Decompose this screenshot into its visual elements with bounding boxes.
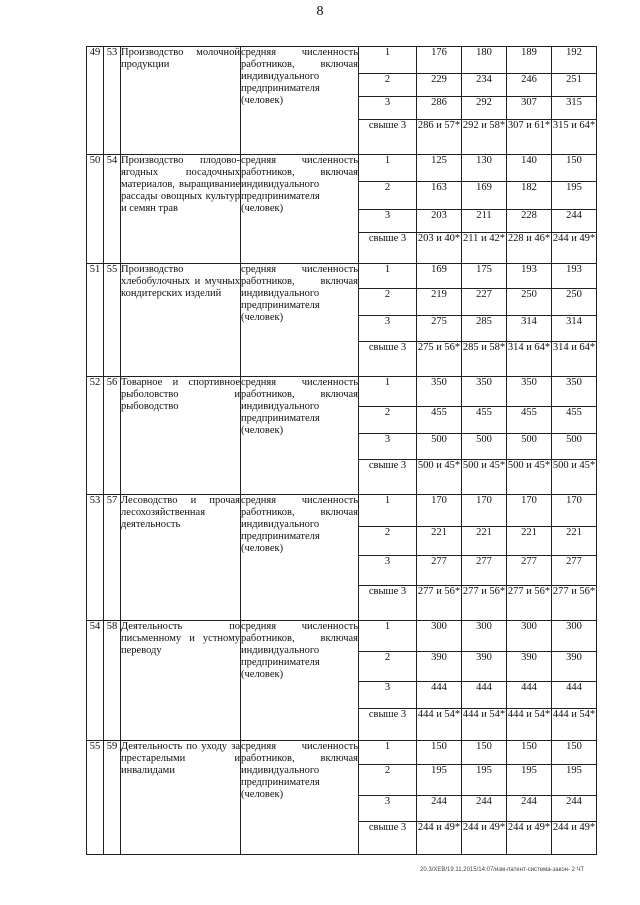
activity-code: 56	[104, 377, 121, 495]
value-cell: 300	[462, 621, 507, 652]
value-cell: 314	[507, 316, 552, 342]
indicator-name: средняя численность работников, включая индивидуального предпринимателя (человек)	[241, 264, 359, 377]
indicator-name: средняя численность работников, включая индивидуального предпринимателя (человек)	[241, 495, 359, 621]
value-cell: 195	[417, 765, 462, 796]
value-cell: 150	[507, 741, 552, 765]
value-cell: 314	[552, 316, 597, 342]
employee-count-cell: 1	[359, 155, 417, 182]
value-cell: 234	[462, 74, 507, 97]
value-cell: 211 и 42*	[462, 233, 507, 264]
value-cell: 244 и 49*	[552, 233, 597, 264]
employee-count-cell: 2	[359, 289, 417, 316]
value-cell: 500	[417, 434, 462, 460]
employee-count-cell: 2	[359, 182, 417, 210]
value-cell: 315	[552, 97, 597, 120]
value-cell: 307 и 61*	[507, 120, 552, 155]
value-cell: 221	[507, 527, 552, 556]
value-cell: 455	[462, 407, 507, 434]
employee-count-cell: 1	[359, 47, 417, 74]
value-cell: 277	[552, 556, 597, 586]
value-cell: 315 и 64*	[552, 120, 597, 155]
activity-name: Деятельность по письменному и устному переводу	[121, 621, 241, 741]
value-cell: 500 и 45*	[462, 460, 507, 495]
value-cell: 250	[507, 289, 552, 316]
value-cell: 195	[507, 765, 552, 796]
value-cell: 227	[462, 289, 507, 316]
value-cell: 150	[417, 741, 462, 765]
value-cell: 455	[417, 407, 462, 434]
employee-count-cell: свыше 3	[359, 709, 417, 741]
activity-code: 58	[104, 621, 121, 741]
activity-name: Производство плодово-ягодных посадочных материалов, выращивание рассады овощных культур и семян трав	[121, 155, 241, 264]
value-cell: 277 и 56*	[552, 586, 597, 621]
value-cell: 300	[507, 621, 552, 652]
value-cell: 130	[462, 155, 507, 182]
value-cell: 277 и 56*	[417, 586, 462, 621]
value-cell: 170	[462, 495, 507, 527]
employee-count-cell: 3	[359, 682, 417, 709]
value-cell: 300	[552, 621, 597, 652]
value-cell: 221	[417, 527, 462, 556]
table-row	[87, 741, 597, 765]
employee-count-cell: 2	[359, 74, 417, 97]
employee-count-cell: свыше 3	[359, 233, 417, 264]
value-cell: 444	[462, 682, 507, 709]
employee-count-cell: свыше 3	[359, 586, 417, 621]
employee-count-cell: 3	[359, 210, 417, 233]
activity-name: Производство молочной продукции	[121, 47, 241, 155]
activity-code: 59	[104, 741, 121, 855]
employee-count-cell: 1	[359, 264, 417, 289]
value-cell: 292 и 58*	[462, 120, 507, 155]
value-cell: 390	[462, 652, 507, 682]
row-number: 52	[87, 377, 104, 495]
value-cell: 195	[552, 765, 597, 796]
value-cell: 444 и 54*	[462, 709, 507, 741]
value-cell: 500 и 45*	[417, 460, 462, 495]
employee-count-cell: 3	[359, 434, 417, 460]
value-cell: 307	[507, 97, 552, 120]
value-cell: 277	[507, 556, 552, 586]
employee-count-cell: 1	[359, 621, 417, 652]
value-cell: 500 и 45*	[507, 460, 552, 495]
value-cell: 350	[507, 377, 552, 407]
value-cell: 390	[552, 652, 597, 682]
value-cell: 277	[417, 556, 462, 586]
value-cell: 277 и 56*	[462, 586, 507, 621]
value-cell: 219	[417, 289, 462, 316]
value-cell: 221	[552, 527, 597, 556]
value-cell: 444 и 54*	[507, 709, 552, 741]
value-cell: 500	[507, 434, 552, 460]
employee-count-cell: свыше 3	[359, 120, 417, 155]
row-number: 49	[87, 47, 104, 155]
value-cell: 455	[552, 407, 597, 434]
employee-count-cell: свыше 3	[359, 460, 417, 495]
table-row	[87, 495, 597, 527]
value-cell: 285	[462, 316, 507, 342]
employee-count-cell: свыше 3	[359, 822, 417, 855]
value-cell: 244 и 49*	[552, 822, 597, 855]
value-cell: 192	[552, 47, 597, 74]
value-cell: 193	[507, 264, 552, 289]
employee-count-cell: 1	[359, 377, 417, 407]
activity-code: 53	[104, 47, 121, 155]
value-cell: 221	[462, 527, 507, 556]
row-number: 53	[87, 495, 104, 621]
value-cell: 244	[417, 796, 462, 822]
table-row	[87, 621, 597, 652]
row-number: 51	[87, 264, 104, 377]
value-cell: 350	[462, 377, 507, 407]
employee-count-cell: 1	[359, 741, 417, 765]
value-cell: 228 и 46*	[507, 233, 552, 264]
value-cell: 244	[507, 796, 552, 822]
value-cell: 163	[417, 182, 462, 210]
value-cell: 444	[552, 682, 597, 709]
indicator-name: средняя численность работников, включая индивидуального предпринимателя (человек)	[241, 377, 359, 495]
value-cell: 286 и 57*	[417, 120, 462, 155]
employee-count-cell: 3	[359, 316, 417, 342]
value-cell: 180	[462, 47, 507, 74]
value-cell: 150	[462, 741, 507, 765]
row-number: 50	[87, 155, 104, 264]
employee-count-cell: 3	[359, 556, 417, 586]
value-cell: 444 и 54*	[552, 709, 597, 741]
value-cell: 275 и 56*	[417, 342, 462, 377]
value-cell: 150	[552, 741, 597, 765]
employee-count-cell: свыше 3	[359, 342, 417, 377]
document-footer: 20.3/ХЕВ/19.11.2015/14:07/изм-патент-система-закон- 2 ЧТ	[420, 867, 585, 873]
value-cell: 195	[462, 765, 507, 796]
value-cell: 169	[417, 264, 462, 289]
activity-name: Производство хлебобулочных и мучных кондитерских изделий	[121, 264, 241, 377]
value-cell: 455	[507, 407, 552, 434]
activity-name: Лесоводство и прочая лесохозяйственная деятельность	[121, 495, 241, 621]
value-cell: 244 и 49*	[417, 822, 462, 855]
activity-name: Товарное и спортивное рыболовство и рыбоводство	[121, 377, 241, 495]
value-cell: 292	[462, 97, 507, 120]
indicator-name: средняя численность работников, включая индивидуального предпринимателя (человек)	[241, 741, 359, 855]
value-cell: 390	[507, 652, 552, 682]
value-cell: 203 и 40*	[417, 233, 462, 264]
employee-count-cell: 2	[359, 652, 417, 682]
indicator-name: средняя численность работников, включая индивидуального предпринимателя (человек)	[241, 621, 359, 741]
value-cell: 175	[462, 264, 507, 289]
value-cell: 314 и 64*	[552, 342, 597, 377]
value-cell: 170	[417, 495, 462, 527]
value-cell: 193	[552, 264, 597, 289]
value-cell: 300	[417, 621, 462, 652]
tax-rates-table	[86, 46, 597, 855]
employee-count-cell: 2	[359, 407, 417, 434]
value-cell: 251	[552, 74, 597, 97]
value-cell: 444 и 54*	[417, 709, 462, 741]
row-number: 55	[87, 741, 104, 855]
value-cell: 286	[417, 97, 462, 120]
value-cell: 170	[507, 495, 552, 527]
value-cell: 203	[417, 210, 462, 233]
value-cell: 150	[552, 155, 597, 182]
value-cell: 500	[462, 434, 507, 460]
table-row	[87, 377, 597, 407]
value-cell: 250	[552, 289, 597, 316]
value-cell: 229	[417, 74, 462, 97]
table-row	[87, 264, 597, 289]
employee-count-cell: 3	[359, 97, 417, 120]
value-cell: 285 и 58*	[462, 342, 507, 377]
value-cell: 244	[462, 796, 507, 822]
value-cell: 140	[507, 155, 552, 182]
employee-count-cell: 1	[359, 495, 417, 527]
value-cell: 350	[417, 377, 462, 407]
value-cell: 350	[552, 377, 597, 407]
indicator-name: средняя численность работников, включая индивидуального предпринимателя (человек)	[241, 155, 359, 264]
value-cell: 500	[552, 434, 597, 460]
value-cell: 444	[507, 682, 552, 709]
value-cell: 211	[462, 210, 507, 233]
value-cell: 390	[417, 652, 462, 682]
activity-name: Деятельность по уходу за престарелыми и инвалидами	[121, 741, 241, 855]
value-cell: 244 и 49*	[507, 822, 552, 855]
value-cell: 500 и 45*	[552, 460, 597, 495]
value-cell: 275	[417, 316, 462, 342]
value-cell: 244 и 49*	[462, 822, 507, 855]
value-cell: 277 и 56*	[507, 586, 552, 621]
activity-code: 57	[104, 495, 121, 621]
value-cell: 169	[462, 182, 507, 210]
value-cell: 176	[417, 47, 462, 74]
value-cell: 228	[507, 210, 552, 233]
value-cell: 444	[417, 682, 462, 709]
table-row	[87, 155, 597, 182]
row-number: 54	[87, 621, 104, 741]
value-cell: 277	[462, 556, 507, 586]
employee-count-cell: 2	[359, 527, 417, 556]
employee-count-cell: 3	[359, 796, 417, 822]
value-cell: 244	[552, 796, 597, 822]
page-number: 8	[316, 4, 324, 19]
value-cell: 246	[507, 74, 552, 97]
employee-count-cell: 2	[359, 765, 417, 796]
activity-code: 54	[104, 155, 121, 264]
activity-code: 55	[104, 264, 121, 377]
value-cell: 195	[552, 182, 597, 210]
value-cell: 244	[552, 210, 597, 233]
value-cell: 314 и 64*	[507, 342, 552, 377]
value-cell: 170	[552, 495, 597, 527]
value-cell: 189	[507, 47, 552, 74]
value-cell: 182	[507, 182, 552, 210]
indicator-name: средняя численность работников, включая индивидуального предпринимателя (человек)	[241, 47, 359, 155]
table-row	[87, 47, 597, 74]
value-cell: 125	[417, 155, 462, 182]
